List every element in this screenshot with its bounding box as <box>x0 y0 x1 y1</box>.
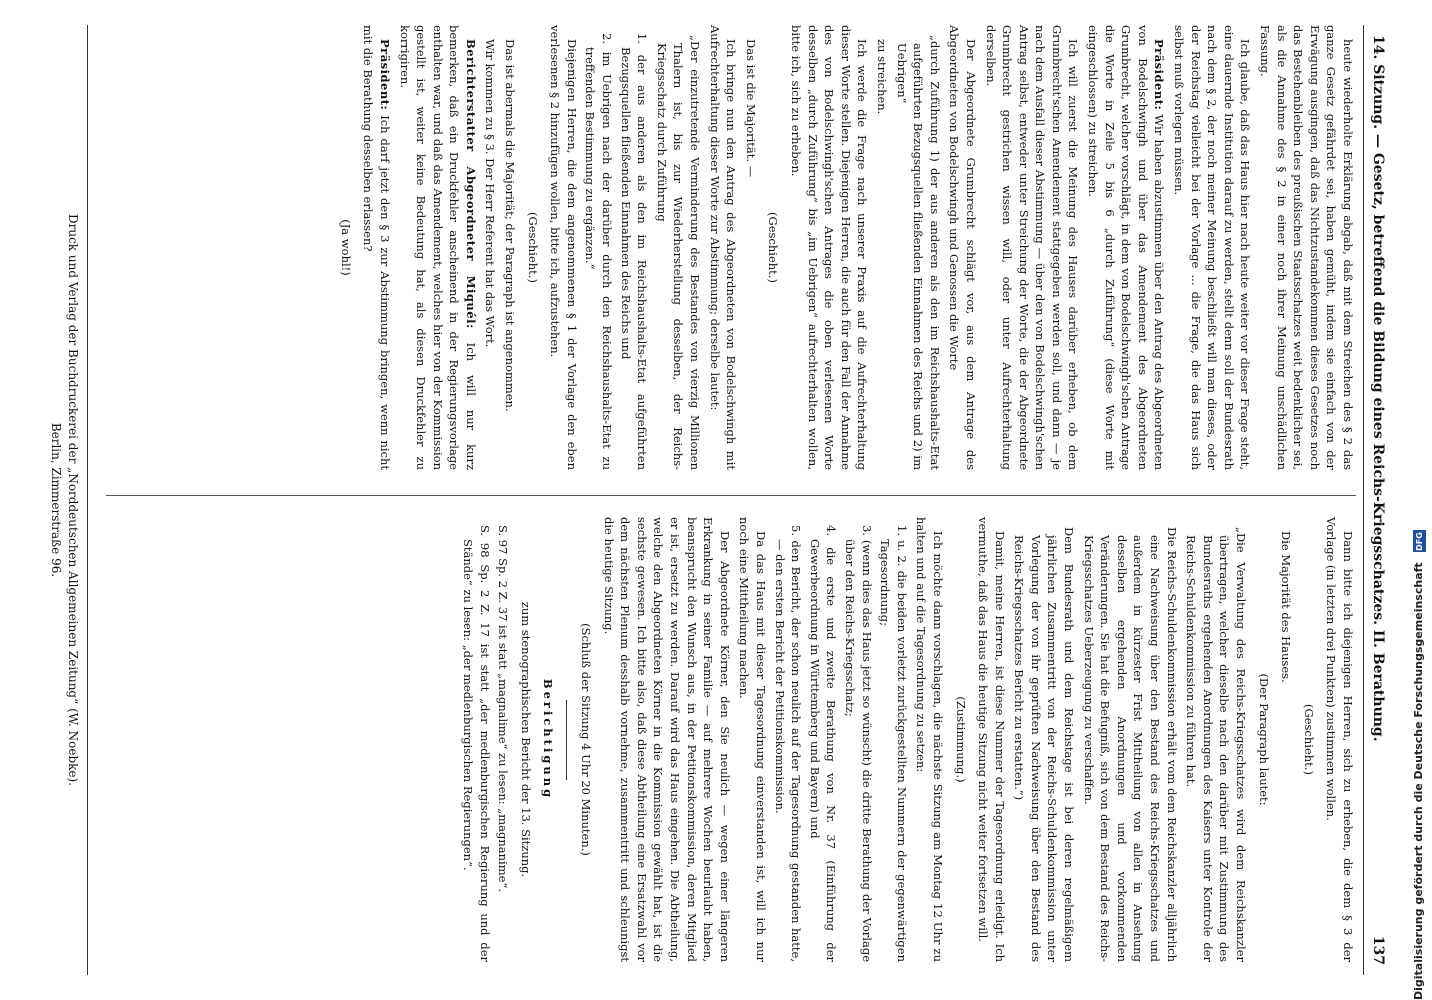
paragraph: Das ist abermals die Majorität; der Paragraph ist angenommen. <box>503 39 518 412</box>
list-item: 2. im Uebrigen nach der darüber durch den Reichshaushalts-Etat zu treffenden Bestimmung zu ergänzen.“ <box>583 33 615 470</box>
right-column <box>458 517 1357 962</box>
quoted-text: „Der einzutretende Verminderung des Bestandes von vierzig Millionen Thalern ist, bis zur Wiederherstellung desselben, der Reichs-Kriegsschatz durch Zuführung <box>654 35 703 470</box>
list-item: 3. (wenn dies das Haus jetzt so wünscht) die dritte Berathung der Vorlage über den Reichs-Kriegsschatz; <box>842 525 874 962</box>
quoted-text: „Die Verwaltung des Reichs-Kriegsschatzes wird dem Reichskanzler übertragen, welcher dieselbe nach den darüber mit Zustimmung des Bundesraths ergehenden Anordnungen des Kaisers unter Kontrole der Reichs-Schuldenkommission zu führen hat. <box>1184 527 1249 962</box>
correction-item: S. 98 Sp. 2 Z. 17 ist statt „der medlenburgischen Regierung und der Stände“ zu lesen: „der medlenburgischen Regierungen“. <box>461 525 492 962</box>
column-divider <box>106 495 1356 496</box>
paragraph: Die Majorität des Hauses. <box>1279 531 1294 683</box>
speaker-label: Präsident: <box>1152 39 1167 111</box>
quoted-text: Dem Bundesrath und dem Reichstage ist bei deren regelmäßigem jährlichen Zusammentritt von der Reichs-Schuldenkommission unter Vorlegung der von ihr geprüften Nachweisung über den Bestand des Reichs-Kriegsschatzes Bericht zu erstatten.“) <box>1012 527 1077 962</box>
paragraph: Dann bitte ich diejenigen Herren, sich zu erheben, die dem § 3 der Vorlage (in letzten drei Punkten) zustimmen wollen. <box>1324 517 1355 962</box>
stage-note: (Geschieht.) <box>525 212 540 283</box>
paragraph: Ich möchte dann vorschlagen, die nächste Sitzung am Montag 12 Uhr zu halten und auf die Tagesordnung zu setzen: <box>914 517 945 962</box>
section-rule <box>566 700 567 780</box>
imprint-line: Berlin, Zimmerstraße 96. <box>49 422 63 578</box>
dfg-logo-icon: DFG <box>1414 532 1424 551</box>
speech-text: Wir haben abzustimmen über den Antrag des Abgeordneten von Bodelschwingh und über das Amendement des Abgeordneten Grumbrecht, welcher vorschlägt, in dem von Bodelschwingh'schen Antrage die Worte in Zeile 5 bis 6 „durch Zuführung“ (diese Worte mit eingeschlossen) zu streichen. <box>1086 25 1167 470</box>
left-column <box>331 25 1356 470</box>
session-end-note: (Schluß der Sitzung 4 Uhr 20 Minuten.) <box>579 623 594 856</box>
paragraph: Das ist die Majorität. — <box>743 39 758 178</box>
paragraph: Damit, meine Herren, ist diese Nummer der Tagesordnung erledigt. Ich vermuthe, daß das Haus die heutige Sitzung nicht weiter fortsetzen will. <box>976 517 1007 962</box>
credit-text: Digitalisierung gefördert durch die Deutsche Forschungsgemeinschaft <box>1412 562 1425 1000</box>
stage-note: (Ja wohl!) <box>338 219 353 276</box>
stage-note: (Geschieht.) <box>766 212 781 283</box>
paragraph <box>1085 25 1168 470</box>
quoted-text: „durch Zuführung 1) der aus anderen als den im Reichshaushalts-Etat aufgeführten Bezugsquellen fließenden Einnahmen des Reichs und 2) im Uebrigen“ <box>894 35 942 470</box>
page-header <box>1363 25 1388 975</box>
stage-note: (Der Paragraph lautet: <box>1256 673 1271 806</box>
paragraph: Wir kommen zu § 3. Der Herr Referent hat das Wort. <box>483 39 498 348</box>
list-item: 1. u. 2. die beiden vorletzt zurückgestellten Nummern der gegenwärtigen Tagesordnung; <box>878 525 909 962</box>
paragraph: Ich will zuerst die Meinung des Hauses darüber erheben, ob dem Grumbrecht'schen Amendement stattgegeben werden soll, und dann — je nach dem Ausfall dieser Abstimmung — über den von Bodelschwingh'schen Antrag selbst, entweder unter Streichung der Worte, die der Abgeordnete Grumbrecht gestrichen wissen will, oder unter Aufrechterhaltung derselben. <box>983 25 1081 470</box>
paragraph: heute wiederholte Erklärung abgab, daß mit dem Streichen des § 2 das ganze Gesetz gefährdet sei, haben gemüht, indem sie einfach von der Erwägung ausgingen, daß das Nichtzustandekommen dieses Gesetzes noch das Bestehenbleiben des preußischen Staatsschatzes weit bedenklicher sei, als die Annahme des § 2 in einer noch ihrer Meinung unschädlichen Fassung. <box>1258 25 1355 470</box>
correction-title: Berichtigung <box>541 678 556 801</box>
paragraph <box>360 25 393 470</box>
correction-subtitle: zum stenographischen Bericht der 13. Sitzung. <box>518 601 533 878</box>
speech-text: Ich darf jetzt den § 3 zur Abstimmung bringen, wenn nicht mit die Berathung desselben erlassen? <box>361 25 392 471</box>
list-item: 4. die erste und zweite Berathung von Nr. 37 (Einführung der Gewerbeordnung in Württemberg und Bayern) und <box>807 525 839 962</box>
paragraph: Diejenigen Herren, die dem angenommenen § 1 der Vorlage den eben verlesenen § 2 hinzufügen wollen, bitte ich, aufzustehen. <box>548 25 579 470</box>
speaker-label: Berichterstatter Abgeordneter Miquél: <box>463 39 478 329</box>
rotated-document-page <box>10 5 1400 995</box>
paragraph <box>396 25 479 470</box>
correction-item: S. 97 Sp. 2 Z. 37 ist statt „magnalime“ zu lesen: „magnanime“. <box>496 525 511 892</box>
digitization-credit <box>1412 0 1432 1000</box>
paragraph: Ich werde die Frage nach unserer Praxis auf die Aufrechterhaltung dieser Worte stellen. Diejenigen Herren, die auch für den Fall der Annahme des von Bodelschwingh'schen Antrages die oben verlesenen Worte desselben „durch Zuführung“ bis „im Uebrigen“ aufrechterhalten wollen, bitte ich, sich zu erheben. <box>789 25 870 470</box>
imprint-line: Druck und Verlag der Buchdruckerei der „Norddeutschen Allgemeinen Zeitung“ (W. Noebke). <box>66 213 80 786</box>
stage-note: (Zustimmung.) <box>953 696 968 783</box>
paragraph: Der Abgeordnete Grumbrecht schlägt vor, aus dem Antrage des Abgeordneten von Bodelschwingh und Genossen die Worte <box>947 25 978 470</box>
speech-text: Ich will nur kurz bemerken, daß ein Druckfehler anscheinend in der Regierungsvorlage enthalten war, und daß das Amendement, welches hier von der Kommission gestellt ist, weiter keine Bedeutung hat, als diesen Druckfehler zu korrigiren. <box>397 25 478 470</box>
quoted-text: Die Reichs-Schuldenkommission erhält vom dem Reichskanzler alljährlich eine Nachweisung über den Bestand des Reichs-Kriegsschatzes und außerdem in kürzester Frist Mittheilung von allen in Ansehung desselben ergehenden Anordnungen und vorkommenden Veränderungen. Sie hat die Befugniß, sich von dem Bestand des Reichs-Kriegsschatzes Ueberzeugung zu verschaffen. <box>1081 527 1179 962</box>
paragraph: Ich glaube, daß das Haus hier nach heute weiter vor dieser Frage steht, eine dauernde Institution darauf zu werden, stellt denn soll der Bundesrath nach dem § 2, der noch meiner Meinung beschließt will man dieses, oder der Reichstag vielleicht bei der Vorlage ... die Frage, die das Haus sich selbst muß vorlegen müssen. <box>1172 25 1253 470</box>
paragraph: Der Abgeordnete Körner, den Sie neulich — wegen einer längeren Erkrankung in seiner Familie — auf mehrere Wochen beurlaubt haben, beansprucht den Wunsch aus, in der Petitionskommission, deren Mitglied er ist, ersetzt zu werden. Darauf wird das Haus eingehen. Die Abtheilung, welche den Abgeordneten Körner in die Kommission gewählt hat, ist die sechste gewesen. Ich bitte also, daß diese Abtheilung eine Ersatzwahl vor dem nächsten Plenum desshalb vornehme, zusammentritt und schleunigst die heutige Sitzung. <box>601 517 732 962</box>
paragraph: zu streichen. <box>874 39 889 115</box>
page-number: 137 <box>1370 935 1386 965</box>
list-item: 5. den Bericht, der schon neulich auf der Tagesordnung gestanden hatte, — den ersten Bericht der Petitionskommission. <box>772 525 804 962</box>
paragraph: Ich bringe nun den Antrag des Abgeordneten von Bodelschwingh mit Aufrechterhaltung dieser Worte zur Abstimmung; derselbe lautet: <box>707 25 739 470</box>
speaker-label: Präsident: <box>377 39 392 111</box>
paragraph: Da das Haus mit dieser Tagesordnung einverstanden ist, will ich nur noch eine Mittheilung machen. <box>737 517 768 962</box>
list-item: 1. der aus anderen als den im Reichshaushalts-Etat aufgeführten Bezugsquellen fließenden Einnahmen des Reichs und <box>618 33 650 470</box>
running-title: 14. Sitzung. — Gesetz, betreffend die Bildung eines Reichs-Kriegsschatzes. II. Berathung. <box>1370 35 1386 742</box>
printer-imprint <box>47 25 88 975</box>
stage-note: (Geschieht.) <box>1301 704 1316 775</box>
